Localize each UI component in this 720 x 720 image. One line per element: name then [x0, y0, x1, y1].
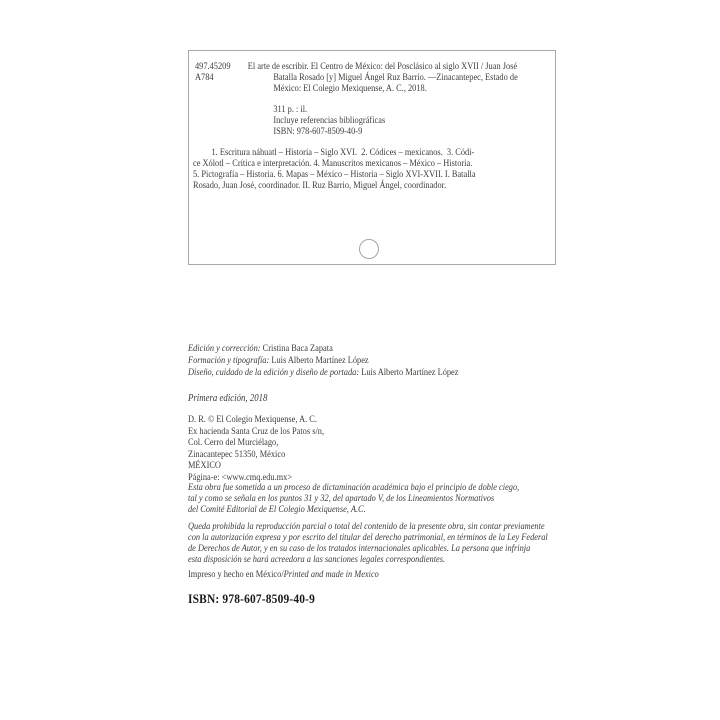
subject-tracings-line: 5. Pictografía – Historia. 6. Mapas – México – Historia – Siglo XVI-XVII. I. Batalla: [193, 170, 476, 180]
publisher-line: D. R. © El Colegio Mexiquense, A. C.: [188, 415, 317, 425]
edition-block: [188, 393, 267, 404]
physical-description-line: 311 p. : il.: [273, 105, 308, 115]
main-entry: [195, 62, 518, 95]
main-entry-line: Batalla Rosado [y] Miguel Ángel Ruz Barrio. —Zinacantepec, Estado de: [273, 73, 518, 83]
rights-notice-line: con la autorización expresa y por escrito del titular del derecho patrimonial, en términos de la Ley Federal: [188, 533, 548, 543]
publisher-line: Ex hacienda Santa Cruz de los Patos s/n,: [188, 426, 325, 437]
call-number-line-1: 497.45209: [195, 62, 231, 72]
credit-role-label: Formación y tipografía:: [188, 356, 270, 366]
publisher-line: Col. Cerro del Murciélago,: [188, 438, 279, 448]
physical-description: [195, 105, 385, 138]
hole-punch-mark: [359, 239, 379, 259]
printed-in-line: [188, 570, 379, 581]
credit-person-name: Cristina Baca Zapata: [260, 344, 333, 354]
credit-line: [188, 367, 458, 379]
peer-review-notice: [188, 483, 519, 516]
isbn-number: ISBN: 978-607-8509-40-9: [188, 591, 316, 606]
main-entry-line: México: El Colegio Mexiquense, A. C., 2018.: [273, 84, 427, 94]
credit-role-label: Diseño, cuidado de la edición y diseño de portada:: [188, 368, 360, 378]
rights-notice: [188, 522, 548, 566]
printed-in-statement: [188, 570, 379, 581]
publisher-line: Zinacantepec 51350, México: [188, 449, 286, 460]
catalog-card: [188, 50, 556, 265]
peer-review-notice-line: tal y como se señala en los puntos 31 y 32, del apartado V, de los Lineamientos Normativos: [188, 494, 495, 504]
peer-review-notice-line: del Comité Editorial de El Colegio Mexiquense, A.C.: [188, 505, 366, 515]
rights-notice-line: esta disposición se hará acreedora a las sanciones legales correspondientes.: [188, 555, 446, 565]
call-number-line-2: A784: [195, 73, 214, 83]
credit-person-name: Luis Alberto Martínez López: [269, 356, 369, 366]
credits-block: [188, 343, 458, 379]
physical-description-line: Incluye referencias bibliográficas: [273, 116, 386, 126]
subject-tracings: [193, 148, 476, 192]
peer-review-notice-line: Esta obra fue sometida a un proceso de dictaminación académica bajo el principio de doble ciego,: [188, 483, 520, 493]
isbn-block: [188, 593, 315, 604]
printed-in-english: Printed and made in Mexico: [283, 570, 379, 580]
physical-description-line: ISBN: 978-607-8509-40-9: [273, 127, 363, 137]
credit-line: [188, 355, 458, 367]
credit-person-name: Luis Alberto Martínez López: [359, 368, 459, 378]
credit-role-label: Edición y corrección:: [188, 344, 261, 354]
rights-notice-line: de Derechos de Autor, y en su caso de los tratados internacionales aplicables. La persona que infrinja: [188, 544, 531, 554]
rights-notice-line: Queda prohibida la reproducción parcial o total del contenido de la presente obra, sin contar previamente: [188, 522, 545, 532]
subject-tracings-line: Rosado, Juan José, coordinador. II. Ruz Barrio, Miguel Ángel, coordinador.: [193, 181, 447, 191]
publisher-block: [188, 415, 324, 484]
publisher-website: Página-e: <www.cmq.edu.mx>: [188, 472, 293, 483]
credit-line: [188, 343, 458, 355]
printed-in-spanish: Impreso y hecho en México/: [188, 570, 284, 580]
subject-tracings-line: ce Xólotl – Crítica e interpretación. 4. Manuscritos mexicanos – México – Historia.: [193, 159, 473, 169]
edition-statement: Primera edición, 2018: [188, 393, 268, 404]
subject-tracings-line: 1. Escritura náhuatl – Historia – Siglo XVI. 2. Códices – mexicanos. 3. Códi-: [211, 148, 475, 158]
publisher-line: MÉXICO: [188, 461, 221, 471]
main-entry-line: El arte de escribir. El Centro de México: del Posclásico al siglo XVII / Juan José: [247, 62, 518, 72]
